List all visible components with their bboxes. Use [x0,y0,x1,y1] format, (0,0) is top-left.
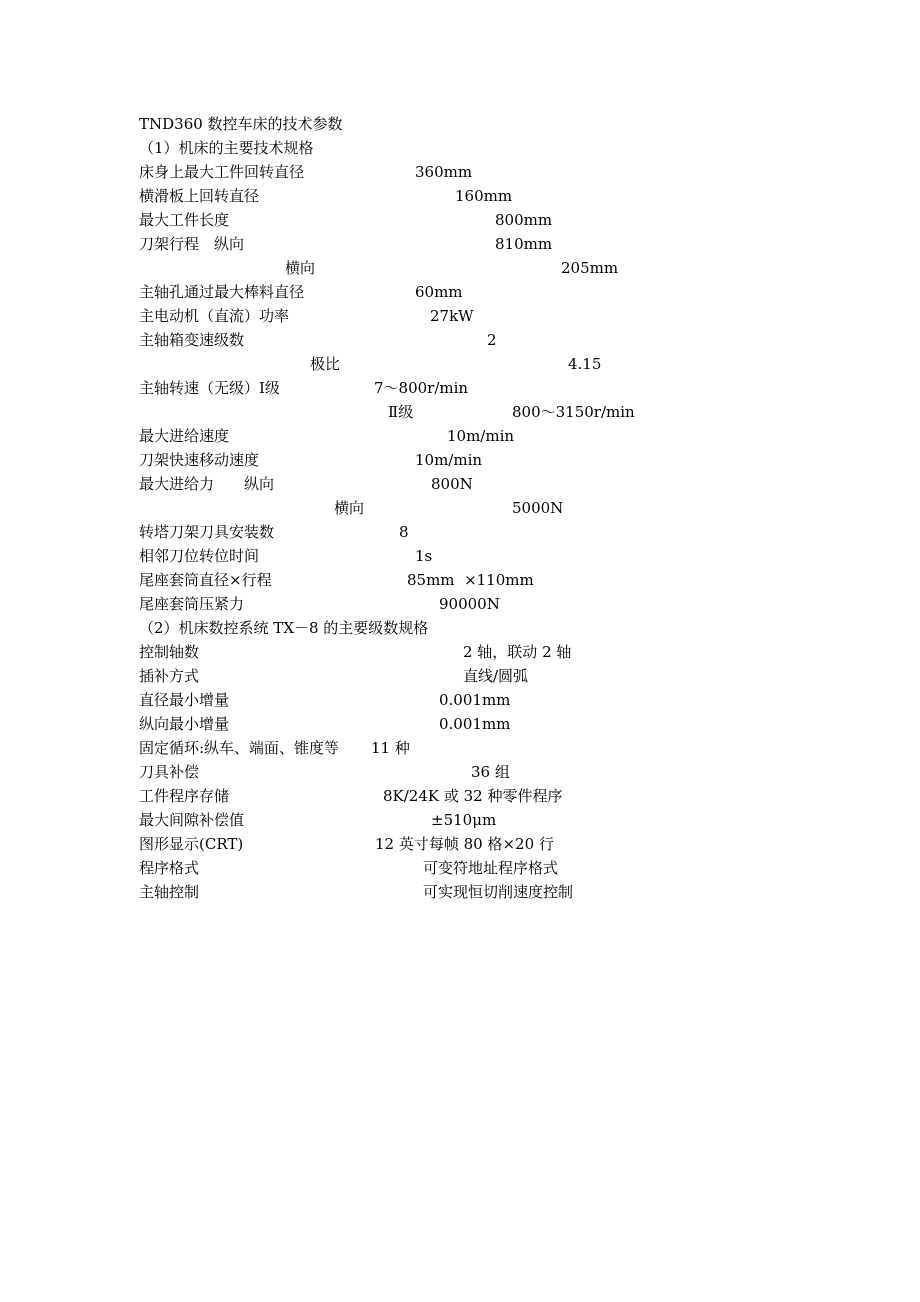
spec-value: 10m/min [415,451,483,469]
spec-value: 2 [487,331,497,349]
spec-label: 最大工件长度 [139,211,230,229]
spec-label: 插补方式 [139,667,200,685]
spec-value: 85mm ×110mm [407,571,534,589]
spec-label: 最大间隙补偿值 [139,811,245,829]
spec-value: 90000N [439,595,500,613]
spec-value: 8K/24K 或 32 种零件程序 [383,787,563,805]
spec-value: 12 英寸每帧 80 格×20 行 [375,835,554,853]
spec-label: 图形显示(CRT) [139,835,244,853]
spec-value: 7～800r/min [374,379,469,397]
spec-value: 36 组 [471,763,510,781]
spec-value: 4.15 [568,355,602,373]
spec-value: 160mm [455,187,513,205]
section-heading-1: （1）机床的主要技术规格 [139,139,314,157]
spec-label: 极比 [310,355,341,373]
spec-label: 直径最小增量 [139,691,230,709]
spec-value: 直线/圆弧 [463,667,529,685]
spec-label: 固定循环:纵车、端面、锥度等 [139,739,340,757]
spec-value: 60mm [415,283,463,301]
spec-value: 0.001mm [439,715,511,733]
spec-value: 360mm [415,163,473,181]
spec-label: 刀架行程 纵向 [139,235,245,253]
spec-value: 2 轴，联动 2 轴 [463,643,572,661]
spec-value: 810mm [495,235,553,253]
spec-label: 横滑板上回转直径 [139,187,260,205]
spec-label: 程序格式 [139,859,200,877]
spec-label: 横向 [334,499,365,517]
spec-value: 5000N [512,499,564,517]
spec-label: 尾座套筒直径×行程 [139,571,272,589]
spec-value: 可变符地址程序格式 [423,859,559,877]
spec-value: 1s [415,547,433,565]
spec-label: 刀架快速移动速度 [139,451,260,469]
spec-value: ±510μm [431,811,497,829]
spec-label: 横向 [285,259,316,277]
spec-value: 可实现恒切削速度控制 [423,883,574,901]
spec-value: 8 [399,523,409,541]
spec-label: 主轴箱变速级数 [139,331,245,349]
spec-label: 主轴孔通过最大棒料直径 [139,283,305,301]
spec-value: 800mm [495,211,553,229]
spec-label: 床身上最大工件回转直径 [139,163,305,181]
spec-label: 最大进给力 纵向 [139,475,275,493]
spec-label: 主轴转速（无级）Ⅰ级 [139,379,280,397]
spec-label: 主电动机（直流）功率 [139,307,290,325]
spec-label: 工件程序存储 [139,787,230,805]
document-title: TND360 数控车床的技术参数 [139,115,343,133]
spec-label: 纵向最小增量 [139,715,230,733]
spec-label: 转塔刀架刀具安装数 [139,523,275,541]
spec-value: 27kW [430,307,474,325]
spec-value: 10m/min [447,427,515,445]
spec-label: 尾座套筒压紧力 [139,595,245,613]
spec-value: 800N [431,475,473,493]
spec-label: 控制轴数 [139,643,200,661]
spec-label: 刀具补偿 [139,763,200,781]
spec-label: 相邻刀位转位时间 [139,547,260,565]
spec-label: 主轴控制 [139,883,200,901]
section-heading-2: （2）机床数控系统 TX－8 的主要级数规格 [139,619,429,637]
spec-label: 最大进给速度 [139,427,230,445]
spec-value: 0.001mm [439,691,511,709]
spec-value: 205mm [561,259,619,277]
spec-value: 800～3150r/min [512,403,635,421]
spec-value: 11 种 [371,739,410,757]
spec-label: Ⅱ级 [388,403,414,421]
